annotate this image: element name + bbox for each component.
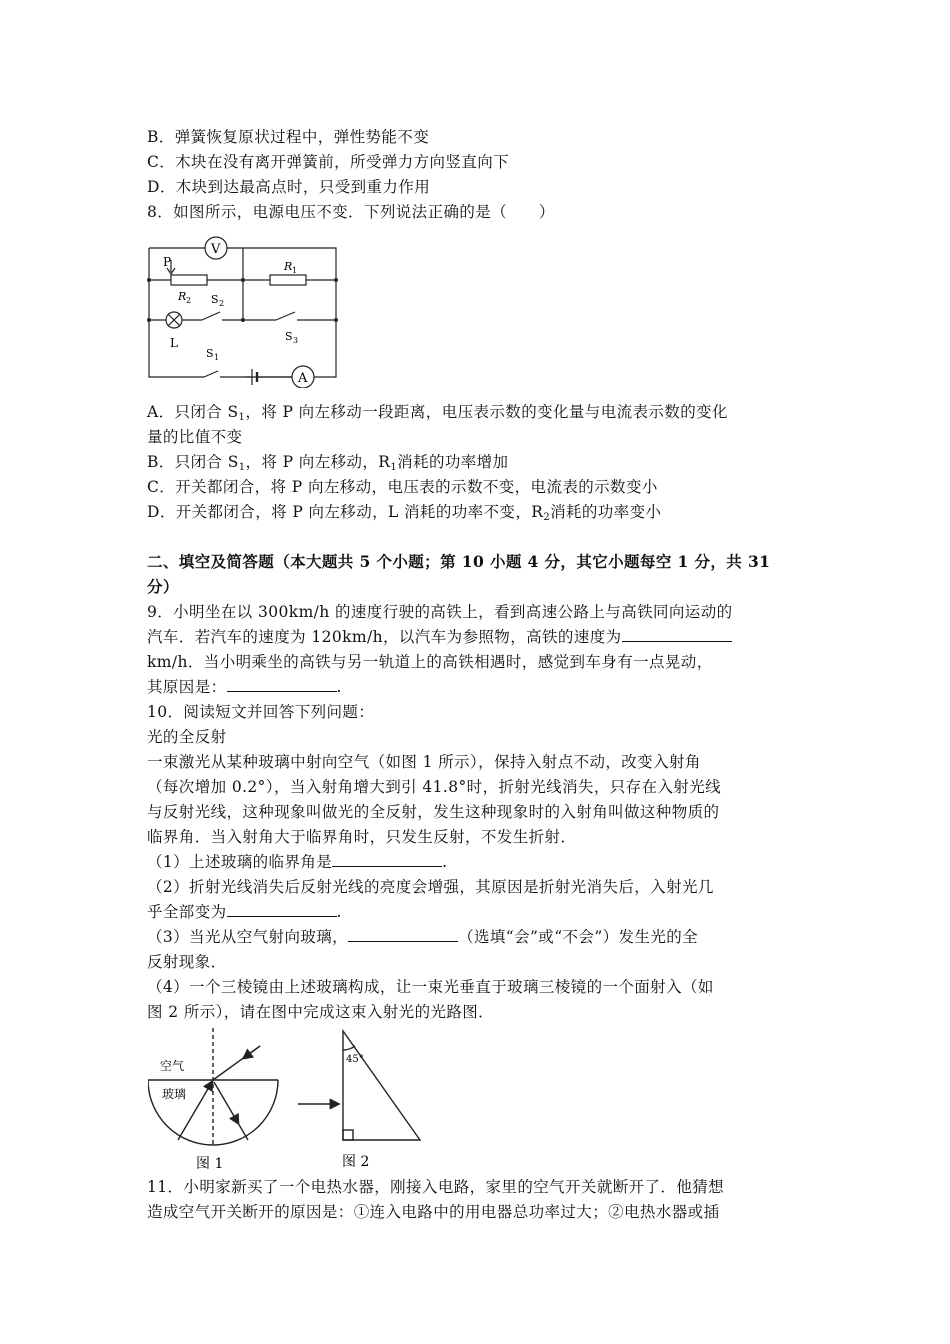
q10-blank-2[interactable] <box>227 902 337 917</box>
q10-sub2-line2: 乎全部变为 . <box>147 903 342 921</box>
q10-sub2-line1: （2）折射光线消失后反射光线的亮度会增强，其原因是折射光消失后，入射光几 <box>147 878 714 896</box>
s1-sub: 1 <box>214 353 220 362</box>
q10-sub1: （1）上述玻璃的临界角是 . <box>147 853 448 871</box>
q11-line1: 11．小明家新买了一个电热水器，刚接入电路，家里的空气开关就断开了．他猜想 <box>147 1178 725 1196</box>
q9-line2: 汽车．若汽车的速度为 120km/h，以汽车为参照物，高铁的速度为 <box>147 626 732 648</box>
r2-sub: 2 <box>186 296 192 305</box>
s2-sub: 2 <box>219 299 225 308</box>
q11-line2: 造成空气开关断开的原因是：①连入电路中的用电器总功率过大；②电热水器或插 <box>147 1203 720 1221</box>
q9-line4: 其原因是： . <box>147 678 342 696</box>
q10-sub4-line1: （4）一个三棱镜由上述玻璃构成，让一束光垂直于玻璃三棱镜的一个面射入（如 <box>147 978 714 996</box>
q10-passage-p4: 临界角．当入射角大于临界角时，只发生反射，不发生折射． <box>147 828 577 846</box>
q7-option-c: C．木块在没有离开弹簧前，所受弹力方向竖直向下 <box>147 153 510 171</box>
s1-label: S <box>206 347 214 360</box>
section-heading-line1: 二、填空及简答题（本大题共 5 个小题；第 10 小题 4 分，其它小题每空 1 分，共 31 <box>147 552 771 571</box>
q10-blank-1[interactable] <box>332 852 442 867</box>
section-heading-line2: 分） <box>147 577 179 596</box>
q10-sub4-line2: 图 2 所示），请在图中完成这束入射光的光路图． <box>147 1003 495 1021</box>
fig1-air-label: 空气 <box>160 1059 185 1073</box>
fig1-glass-label: 玻璃 <box>162 1087 187 1101</box>
fig2-angle-label: 45° <box>346 1054 364 1065</box>
q7-option-d: D．木块到达最高点时，只受到重力作用 <box>147 178 431 196</box>
q10-sub3-line2: 反射现象． <box>147 953 227 971</box>
slider-p-label: P <box>163 255 172 269</box>
fig2-caption: 图 2 <box>342 1154 370 1170</box>
s2-label: S <box>211 293 219 306</box>
q10-blank-3[interactable] <box>348 927 458 942</box>
circuit-diagram <box>140 232 342 388</box>
r1-sub: 1 <box>292 266 298 275</box>
ammeter-label: A <box>298 371 308 386</box>
q7-option-b: B．弹簧恢复原状过程中，弹性势能不变 <box>147 128 430 146</box>
q8-option-a-line1: A．只闭合 $S_1$，将 P 向左移动一段距离，电压表示数的变化量与电流表示数的变化 <box>147 403 728 423</box>
q10-line1: 10．阅读短文并回答下列问题： <box>147 703 375 721</box>
q10-passage-p3: 与反射光线，这种现象叫做光的全反射，发生这种现象时的入射角叫做这种物质的 <box>147 803 720 821</box>
voltmeter-label: V <box>211 242 221 257</box>
q10-sub3-line1: （3）当光从空气射向玻璃， （选填“会”或“不会”）发生光的全 <box>147 928 699 946</box>
optics-figures <box>148 1026 428 1174</box>
q8-option-c: C．开关都闭合，将 P 向左移动，电压表的示数不变，电流表的示数变小 <box>147 478 658 496</box>
q8-option-b: B．只闭合 $S_1$，将 P 向左移动，$R_1$消耗的功率增加 <box>147 453 509 473</box>
s3-sub: 3 <box>293 336 299 345</box>
fig1-caption: 图 1 <box>196 1156 224 1172</box>
q8-option-d: D．开关都闭合，将 P 向左移动，L 消耗的功率不变，$R_2$消耗的功率变小 <box>147 503 662 523</box>
q9-line1: 9．小明坐在以 300km/h 的速度行驶的高铁上，看到高速公路上与高铁同向运动的 <box>147 603 733 621</box>
q9-blank-1[interactable] <box>622 627 732 642</box>
lamp-label: L <box>170 336 178 350</box>
r1-label: R <box>284 260 293 273</box>
s3-label: S <box>285 330 293 343</box>
q10-passage-p1: 一束激光从某种玻璃中射向空气（如图 1 所示），保持入射点不动，改变入射角 <box>147 753 701 771</box>
q8-stem: 8．如图所示，电源电压不变．下列说法正确的是（ ） <box>147 203 555 221</box>
q10-passage-p2: （每次增加 0.2°），当入射角增大到引 41.8°时，折射光线消失，只存在入射光线 <box>147 778 722 796</box>
q10-passage-title: 光的全反射 <box>147 728 227 746</box>
q8-option-a-line2: 量的比值不变 <box>147 428 243 446</box>
q9-line3: km/h．当小明乘坐的高铁与另一轨道上的高铁相遇时，感觉到车身有一点晃动， <box>147 653 713 671</box>
r2-label: R <box>178 290 187 303</box>
q9-blank-2[interactable] <box>227 677 337 692</box>
